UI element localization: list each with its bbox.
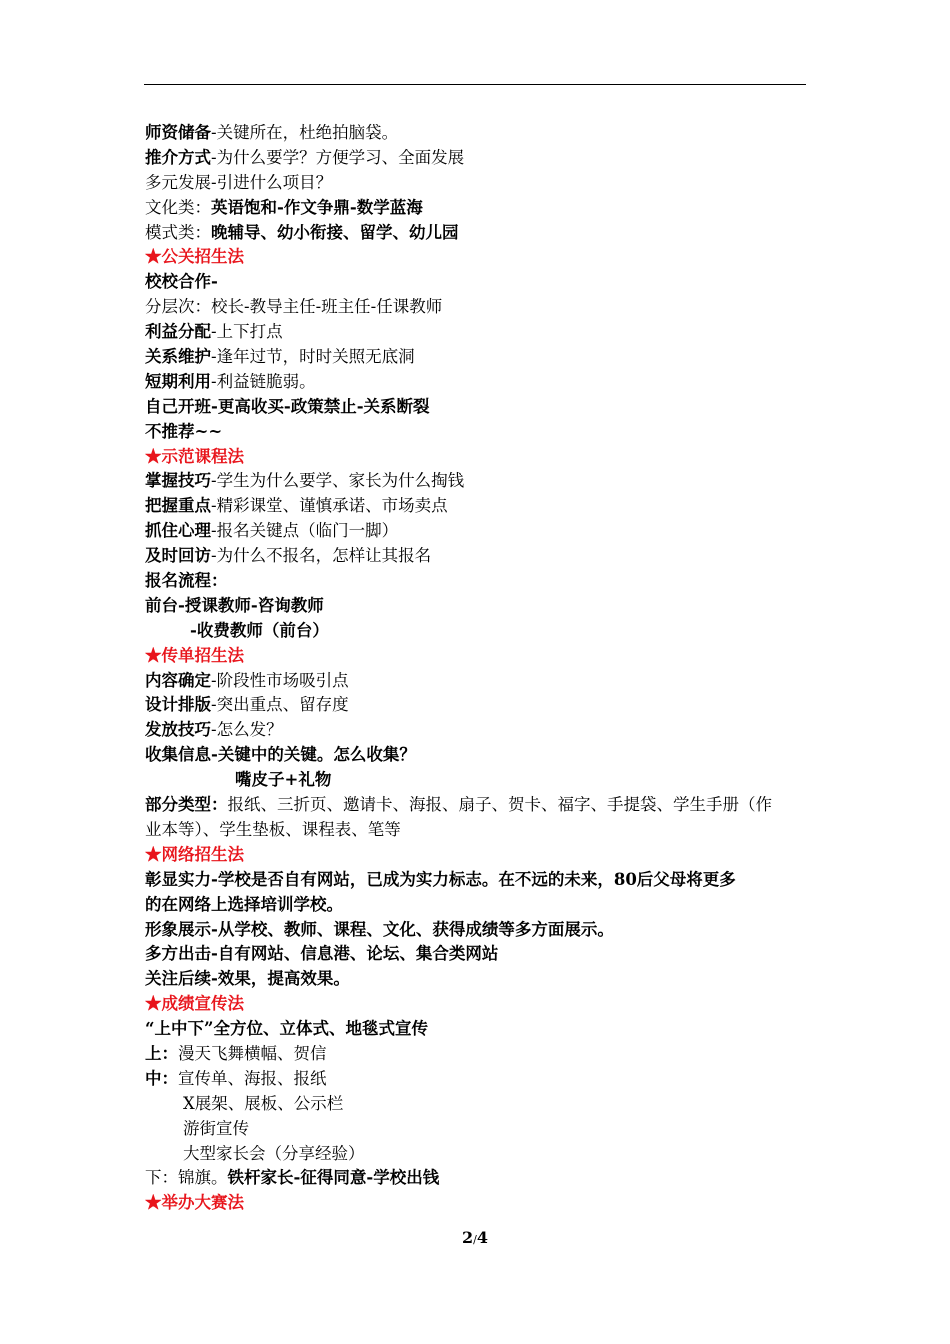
plain-text: X展架、展板、公示栏 xyxy=(183,1093,344,1113)
section-heading xyxy=(145,644,807,669)
bold-text: 嘴皮子+礼物 xyxy=(235,770,332,790)
plain-text: -关键所在，杜绝拍脑袋。 xyxy=(211,123,399,142)
plain-text: 文化类： xyxy=(145,197,211,217)
bold-text: 及时回访 xyxy=(145,546,211,566)
bold-text: 关注后续-效果，提高效果。 xyxy=(145,969,350,989)
plain-text: 业本等）、学生垫板、课程表、笔等 xyxy=(145,819,401,839)
text-line xyxy=(145,893,807,918)
text-line xyxy=(145,967,807,992)
section-heading-text: ★举办大赛法 xyxy=(145,1193,244,1213)
bold-text: 铁杆家长-征得同意-学校出钱 xyxy=(227,1168,440,1188)
plain-text: 报纸、三折页、邀请卡、海报、扇子、贺卡、福字、手提袋、学生手册（作 xyxy=(227,795,772,815)
page-total: 4 xyxy=(476,1228,488,1247)
bold-text: 前台-授课教师-咨询教师 xyxy=(145,595,324,615)
text-line xyxy=(145,942,807,967)
plain-text: 大型家长会（分享经验） xyxy=(183,1143,365,1163)
text-line xyxy=(145,270,807,295)
plain-text: -突出重点、留存度 xyxy=(211,695,349,715)
section-heading-text: ★网络招生法 xyxy=(145,844,244,864)
text-line xyxy=(145,395,807,420)
bold-text: 收集信息-关键中的关键。怎么收集？ xyxy=(145,745,416,765)
bold-text: 把握重点 xyxy=(145,496,211,516)
text-line xyxy=(145,743,807,768)
section-heading-text: ★成绩宣传法 xyxy=(145,994,244,1014)
text-line xyxy=(145,171,807,196)
section-heading-text: ★公关招生法 xyxy=(145,247,244,267)
plain-text: -上下打点 xyxy=(211,322,283,342)
plain-text: 多元发展-引进什么项目？ xyxy=(145,172,333,192)
document-body xyxy=(145,121,807,1216)
plain-text: -逢年过节，时时关照无底洞 xyxy=(211,347,415,367)
bold-text: -收费教师（前台） xyxy=(190,620,329,640)
bold-text: 上： xyxy=(145,1043,178,1063)
text-line xyxy=(145,420,807,445)
plain-text: 分层次：校长-教导主任-班主任-任课教师 xyxy=(145,297,443,317)
bold-text: 关系维护 xyxy=(145,347,211,367)
text-line xyxy=(145,519,807,544)
bold-text: 报名流程： xyxy=(145,571,228,591)
text-line xyxy=(145,544,807,569)
bold-text: 校校合作- xyxy=(145,272,218,292)
bold-text: 形象展示-从学校、教师、课程、文化、获得成绩等多方面展示。 xyxy=(145,919,614,939)
section-heading xyxy=(145,1191,807,1216)
text-line xyxy=(145,818,807,843)
bold-text: 掌握技巧 xyxy=(145,471,211,491)
bold-text: 内容确定 xyxy=(145,670,211,690)
text-line xyxy=(145,469,807,494)
plain-text: -怎么发？ xyxy=(211,720,283,740)
section-heading xyxy=(145,245,807,270)
text-line xyxy=(145,1142,807,1167)
section-heading-text: ★示范课程法 xyxy=(145,446,244,466)
bold-text: 不推荐~~ xyxy=(145,421,223,441)
text-line xyxy=(145,1067,807,1092)
bold-text: 中： xyxy=(145,1068,178,1088)
page-separator: / xyxy=(473,1233,477,1246)
text-line xyxy=(145,1092,807,1117)
section-heading xyxy=(145,843,807,868)
text-line xyxy=(145,1042,807,1067)
plain-text: 下：锦旗。 xyxy=(145,1168,228,1188)
section-heading xyxy=(145,445,807,470)
bold-text: 利益分配 xyxy=(145,322,211,342)
plain-text: -为什么要学？方便学习、全面发展 xyxy=(211,147,465,167)
text-line xyxy=(145,918,807,943)
text-line xyxy=(145,196,807,221)
bold-text: 英语饱和-作文争鼎-数学蓝海 xyxy=(211,197,423,217)
text-line xyxy=(145,1017,807,1042)
page-current: 2 xyxy=(462,1228,474,1247)
bold-text: 发放技巧 xyxy=(145,720,211,740)
text-line xyxy=(145,121,807,146)
text-line xyxy=(145,221,807,246)
plain-text: 模式类： xyxy=(145,222,211,242)
plain-text: -学生为什么要学、家长为什么掏钱 xyxy=(211,471,465,491)
text-line xyxy=(145,370,807,395)
bold-text: 抓住心理 xyxy=(145,521,211,541)
bold-text: 部分类型： xyxy=(145,795,228,815)
plain-text: -利益链脆弱。 xyxy=(211,371,316,391)
page-number xyxy=(0,1228,950,1247)
plain-text: 漫天飞舞横幅、贺信 xyxy=(178,1043,327,1063)
bold-text: 晚辅导、幼小衔接、留学、幼儿园 xyxy=(211,222,459,242)
text-line xyxy=(145,494,807,519)
text-line xyxy=(145,320,807,345)
bold-text: 自己开班-更高收买-政策禁止-关系断裂 xyxy=(145,396,430,416)
text-line xyxy=(145,345,807,370)
bold-text: 多方出击-自有网站、信息港、论坛、集合类网站 xyxy=(145,944,499,964)
plain-text: -报名关键点（临门一脚） xyxy=(211,521,399,541)
bold-text: 设计排版 xyxy=(145,695,211,715)
text-line xyxy=(145,594,807,619)
bold-text: 短期利用 xyxy=(145,371,211,391)
plain-text: -精彩课堂、谨慎承诺、市场卖点 xyxy=(211,496,448,516)
bold-text: 的在网络上选择培训学校。 xyxy=(145,894,343,914)
plain-text: -为什么不报名，怎样让其报名 xyxy=(211,546,432,566)
bold-text: 师资储备 xyxy=(145,123,211,142)
bold-text: “上中下”全方位、立体式、地毯式宣传 xyxy=(145,1019,428,1039)
text-line xyxy=(145,1117,807,1142)
text-line xyxy=(145,868,807,893)
header-rule xyxy=(144,84,806,85)
text-line xyxy=(145,1166,807,1191)
plain-text: -阶段性市场吸引点 xyxy=(211,670,349,690)
plain-text: 宣传单、海报、报纸 xyxy=(178,1068,327,1088)
text-line xyxy=(145,693,807,718)
section-heading-text: ★传单招生法 xyxy=(145,645,244,665)
bold-text: 推介方式 xyxy=(145,147,211,167)
text-line xyxy=(145,619,807,644)
text-line xyxy=(145,569,807,594)
plain-text: 游街宣传 xyxy=(183,1118,249,1138)
text-line xyxy=(145,669,807,694)
text-line xyxy=(145,718,807,743)
section-heading xyxy=(145,992,807,1017)
text-line xyxy=(145,295,807,320)
text-line xyxy=(145,793,807,818)
bold-text: 彰显实力-学校是否自有网站，已成为实力标志。在不远的未来，80后父母将更多 xyxy=(145,869,736,889)
text-line xyxy=(145,146,807,171)
text-line xyxy=(145,768,807,793)
